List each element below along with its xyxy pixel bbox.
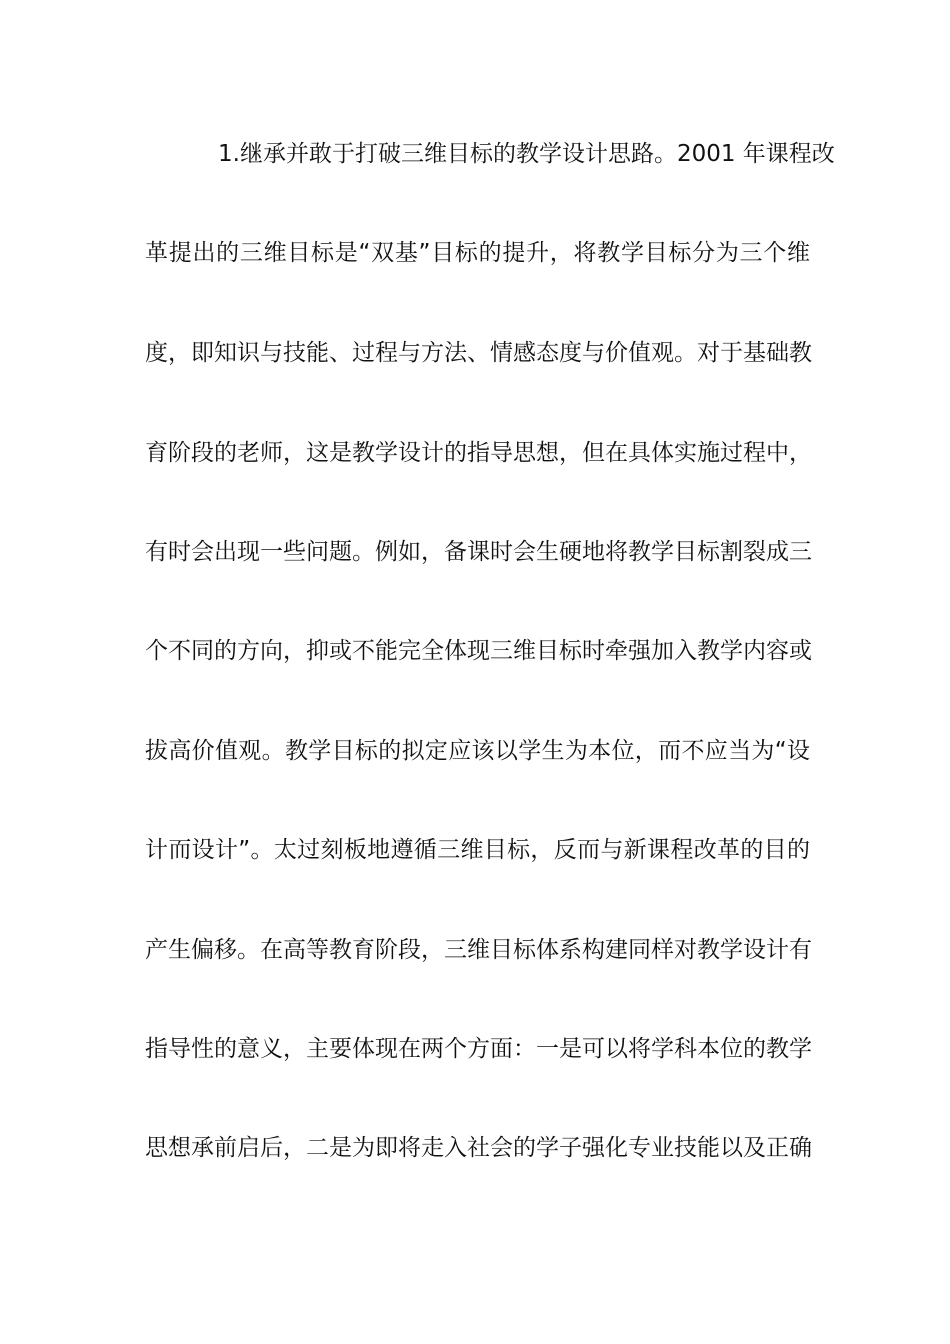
paragraph-line-7: 拔高价值观。教学目标的拟定应该以学生为本位，而不应当为“设 <box>145 738 810 764</box>
paragraph-line-6: 个不同的方向，抑或不能完全体现三维目标时牵强加入教学内容或 <box>145 638 812 664</box>
paragraph-line-11: 思想承前启后，二是为即将走入社会的学子强化专业技能以及正确 <box>145 1135 812 1161</box>
paragraph-line-8: 计而设计”。太过刻板地遵循三维目标，反而与新课程改革的目的 <box>145 837 810 863</box>
paragraph-line-4: 育阶段的老师，这是教学设计的指导思想，但在具体实施过程中， <box>145 440 812 466</box>
paragraph-line-10: 指导性的意义，主要体现在两个方面：一是可以将学科本位的教学 <box>145 1036 812 1062</box>
paragraph-line-9: 产生偏移。在高等教育阶段，三维目标体系构建同样对教学设计有 <box>145 937 812 963</box>
paragraph-line-2: 革提出的三维目标是“双基”目标的提升，将教学目标分为三个维 <box>145 240 810 266</box>
paragraph-line-1: 1.继承并敢于打破三维目标的教学设计思路。2001 年课程改 <box>218 141 835 167</box>
paragraph-line-5: 有时会出现一些问题。例如，备课时会生硬地将教学目标割裂成三 <box>145 539 812 565</box>
paragraph-line-3: 度，即知识与技能、过程与方法、情感态度与价值观。对于基础教 <box>145 340 812 366</box>
